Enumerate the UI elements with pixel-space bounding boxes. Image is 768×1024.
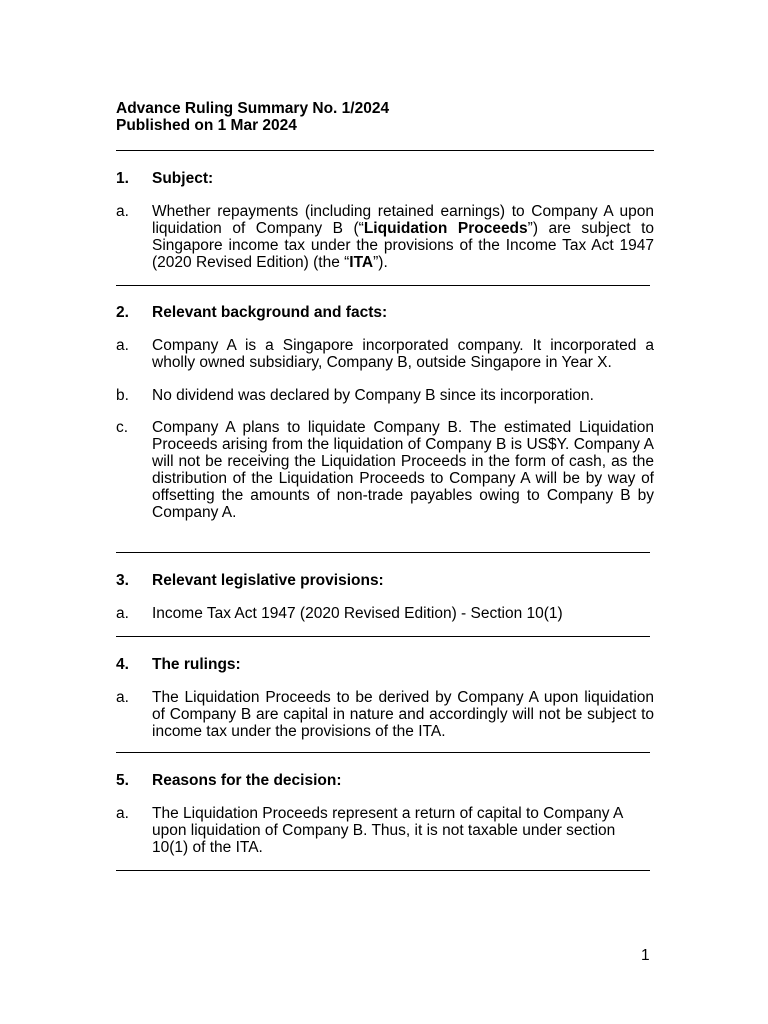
section-reasons [116, 772, 654, 856]
section-title: Relevant legislative provisions: [152, 572, 384, 589]
item-text: The Liquidation Proceeds represent a return of capital to Company A upon liquidation of Company B. Thus, it is not taxable under section 10(1) of the ITA. [152, 805, 623, 856]
section-heading [116, 304, 654, 321]
section-heading [116, 572, 654, 589]
section-heading [116, 170, 654, 187]
section-background-facts [116, 304, 654, 521]
list-item [116, 337, 654, 371]
list-item [116, 805, 654, 856]
section-subject [116, 170, 654, 271]
item-label: a. [116, 805, 129, 822]
item-label: a. [116, 203, 129, 220]
section-number: 2. [116, 304, 129, 321]
published-date: Published on 1 Mar 2024 [116, 117, 297, 134]
section-divider [116, 552, 650, 553]
section-divider [116, 870, 650, 871]
section-number: 5. [116, 772, 129, 789]
section-heading [116, 772, 654, 789]
item-label: a. [116, 337, 129, 354]
document-header [116, 100, 389, 134]
item-text [152, 203, 654, 271]
list-item [116, 203, 654, 271]
list-item [116, 605, 654, 622]
section-title: The rulings: [152, 656, 241, 673]
section-heading [116, 656, 654, 673]
item-text: The Liquidation Proceeds to be derived by Company A upon liquidation of Company B are capital in nature and accordingly will not be subject to income tax under the provisions of the ITA. [152, 689, 654, 740]
item-label: a. [116, 605, 129, 622]
item-label: b. [116, 387, 129, 404]
header-divider [116, 150, 654, 151]
defined-term-liquidation-proceeds: Liquidation Proceeds [363, 220, 528, 237]
ruling-title: Advance Ruling Summary No. 1/2024 [116, 100, 390, 117]
section-title: Subject: [152, 170, 214, 187]
list-item [116, 387, 654, 404]
defined-term-ita: ITA [349, 254, 374, 271]
section-legislative-provisions [116, 572, 654, 622]
item-text: Income Tax Act 1947 (2020 Revised Edition) - Section 10(1) [152, 605, 563, 622]
item-text: No dividend was declared by Company B since its incorporation. [152, 387, 594, 404]
text-run: Whether repayments (including retained earnings) to Company A upon liquidation of Company B (“ [152, 203, 654, 237]
section-number: 1. [116, 170, 129, 187]
section-number: 4. [116, 656, 129, 673]
page-number: 1 [641, 947, 650, 964]
section-divider [116, 285, 650, 286]
section-divider [116, 636, 650, 637]
item-text: Company A plans to liquidate Company B. The estimated Liquidation Proceeds arising from the liquidation of Company B is US$Y. Company A will not be receiving the Liquidation Proceeds in the form of cash, as the distribution of the Liquidation Proceeds to Company A will be by way of offsetting the amounts of non-trade payables owing to Company B by Company A. [152, 419, 654, 521]
section-title: Reasons for the decision: [152, 772, 342, 789]
item-label: c. [116, 419, 129, 436]
text-run: ”). [373, 254, 388, 271]
section-title: Relevant background and facts: [152, 304, 388, 321]
section-rulings [116, 656, 654, 740]
item-label: a. [116, 689, 129, 706]
section-number: 3. [116, 572, 129, 589]
list-item [116, 419, 654, 521]
section-divider [116, 752, 650, 753]
list-item [116, 689, 654, 740]
text-run: ”) are subject to Singapore income tax under the provisions of the Income Tax Act 1947 (2020 Revised Edition) (the “ [152, 220, 654, 271]
item-text: Company A is a Singapore incorporated company. It incorporated a wholly owned subsidiary, Company B, outside Singapore in Year X. [152, 337, 654, 371]
